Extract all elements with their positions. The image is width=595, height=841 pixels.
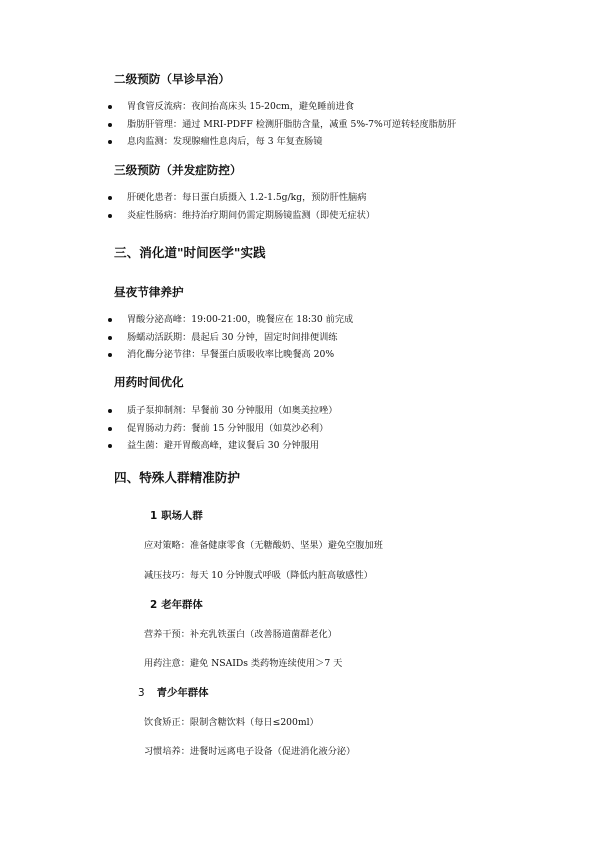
- list-item: [0, 98, 456, 116]
- list-item-text: 脂肪肝管理：通过 MRI-PDFF 检测肝脂肪含量，减重 5%-7%可逆转轻度脂肪肝: [127, 118, 457, 130]
- list-item: [0, 346, 353, 364]
- group-heading: [150, 598, 203, 612]
- list-item-text: 促胃肠动力药：餐前 15 分钟服用（如莫沙必利）: [127, 422, 329, 434]
- bullet-icon: [108, 123, 112, 127]
- group-title: 职场人群: [161, 510, 203, 522]
- list-item-text: 消化酶分泌节律：早餐蛋白质吸收率比晚餐高 20%: [127, 349, 335, 360]
- list-item: [0, 402, 337, 420]
- special-groups-heading: 四、特殊人群精准防护: [114, 470, 240, 485]
- list-item: [0, 329, 353, 347]
- tertiary-prevention-list: [0, 189, 375, 224]
- list-item: [0, 189, 375, 207]
- secondary-prevention-list: [0, 98, 456, 151]
- bullet-icon: [108, 196, 112, 200]
- group-heading: [150, 509, 203, 523]
- medication-timing-list: [0, 402, 337, 455]
- list-item-text: 胃食管反流病：夜间抬高床头 15-20cm，避免睡前进食: [127, 101, 355, 112]
- group-line: 饮食矫正：限制含糖饮料（每日≤200ml）: [144, 717, 319, 728]
- group-line: 习惯培养：进餐时远离电子设备（促进消化液分泌）: [144, 746, 356, 757]
- bullet-icon: [108, 140, 112, 144]
- group-line: 用药注意：避免 NSAIDs 类药物连续使用＞7 天: [144, 658, 343, 669]
- list-item-text: 肠蠕动活跃期：晨起后 30 分钟，固定时间排便训练: [127, 331, 338, 343]
- circadian-care-heading: 昼夜节律养护: [114, 285, 184, 299]
- list-item-text: 炎症性肠病：维持治疗期间仍需定期肠镜监测（即使无症状）: [127, 209, 376, 221]
- list-item-text: 肝硬化患者：每日蛋白质摄入 1.2-1.5g/kg，预防肝性脑病: [127, 192, 367, 203]
- bullet-icon: [108, 214, 112, 218]
- group-number: 2: [150, 599, 158, 611]
- group-line: 应对策略：准备健康零食（无糖酸奶、坚果）避免空腹加班: [144, 540, 383, 551]
- medication-timing-heading: 用药时间优化: [114, 375, 184, 389]
- list-item: [0, 133, 456, 151]
- list-item-text: 息肉监测：发现腺瘤性息肉后，每 3 年复查肠镜: [127, 136, 323, 147]
- list-item-text: 胃酸分泌高峰：19:00-21:00，晚餐应在 18:30 前完成: [127, 314, 354, 325]
- list-item: [0, 420, 337, 438]
- group-heading: [138, 686, 209, 700]
- group-line: 营养干预：补充乳铁蛋白（改善肠道菌群老化）: [144, 629, 337, 640]
- secondary-prevention-heading: 二级预防（早诊早治）: [114, 72, 230, 86]
- circadian-care-list: [0, 311, 353, 364]
- list-item: [0, 207, 375, 225]
- tertiary-prevention-heading: 三级预防（并发症防控）: [114, 163, 242, 177]
- list-item-text: 质子泵抑制剂：早餐前 30 分钟服用（如奥美拉唑）: [127, 405, 338, 416]
- list-item-text: 益生菌：避开胃酸高峰，建议餐后 30 分钟服用: [127, 440, 320, 451]
- bullet-icon: [108, 318, 112, 322]
- list-item: [0, 116, 456, 134]
- bullet-icon: [108, 105, 112, 109]
- chrono-medicine-heading: 三、消化道"时间医学"实践: [114, 245, 266, 260]
- bullet-icon: [108, 444, 112, 448]
- bullet-icon: [108, 336, 112, 340]
- group-number: 3: [138, 687, 145, 699]
- bullet-icon: [108, 409, 112, 413]
- bullet-icon: [108, 427, 112, 431]
- group-title: 老年群体: [161, 599, 203, 611]
- list-item: [0, 437, 337, 455]
- group-line: 减压技巧：每天 10 分钟腹式呼吸（降低内脏高敏感性）: [144, 570, 373, 581]
- group-number: 1: [150, 510, 158, 522]
- bullet-icon: [108, 353, 112, 357]
- list-item: [0, 311, 353, 329]
- group-title: 青少年群体: [156, 687, 209, 699]
